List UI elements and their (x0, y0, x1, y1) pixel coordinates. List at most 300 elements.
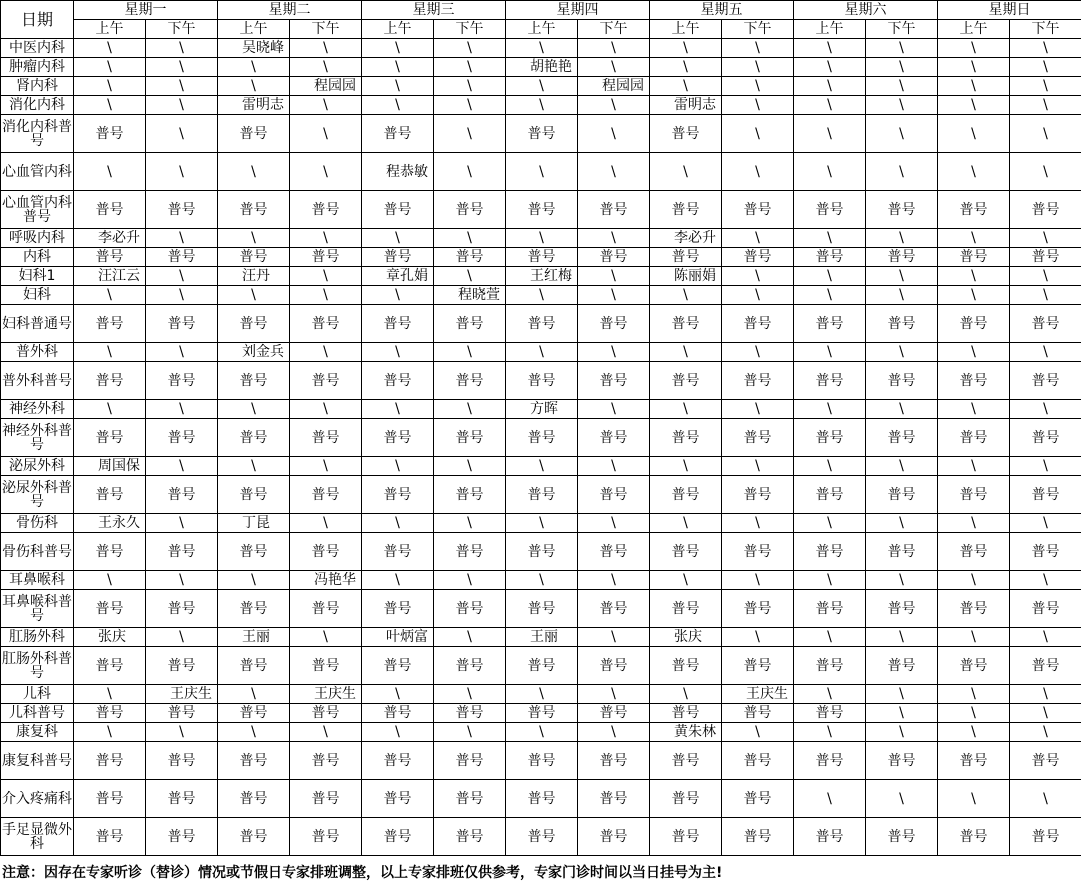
schedule-cell: \ (146, 723, 218, 742)
schedule-cell: \ (722, 58, 794, 77)
schedule-cell: \ (794, 571, 866, 590)
schedule-cell: \ (866, 286, 938, 305)
department-name: 手足显微外科 (1, 818, 74, 856)
schedule-cell: \ (938, 39, 1010, 58)
schedule-cell: 李必升 (650, 229, 722, 248)
schedule-cell: 普号 (506, 780, 578, 818)
table-row (1, 96, 1081, 115)
schedule-cell: \ (362, 58, 434, 77)
schedule-cell: 普号 (722, 647, 794, 685)
schedule-cell: \ (1010, 685, 1081, 704)
schedule-cell: 普号 (650, 248, 722, 267)
schedule-cell: 普号 (722, 191, 794, 229)
schedule-cell: \ (650, 571, 722, 590)
schedule-cell: 王丽 (218, 628, 290, 647)
schedule-cell: \ (146, 115, 218, 153)
schedule-cell: \ (362, 571, 434, 590)
schedule-cell: 普号 (650, 742, 722, 780)
schedule-cell: \ (146, 153, 218, 191)
schedule-cell: \ (722, 723, 794, 742)
schedule-cell: \ (434, 39, 506, 58)
schedule-cell: \ (794, 77, 866, 96)
schedule-cell: \ (218, 286, 290, 305)
day-header-tue: 星期二 (218, 1, 362, 20)
department-name: 泌尿外科普号 (1, 476, 74, 514)
schedule-cell: \ (506, 96, 578, 115)
table-row (1, 400, 1081, 419)
schedule-cell: 普号 (650, 419, 722, 457)
schedule-cell: \ (74, 58, 146, 77)
schedule-cell: \ (218, 58, 290, 77)
schedule-cell: \ (362, 514, 434, 533)
schedule-cell: 普号 (506, 115, 578, 153)
schedule-cell: \ (362, 77, 434, 96)
schedule-cell: \ (722, 514, 794, 533)
schedule-cell: \ (1010, 400, 1081, 419)
schedule-cell: 普号 (434, 590, 506, 628)
schedule-cell: \ (434, 153, 506, 191)
schedule-cell: 普号 (938, 419, 1010, 457)
schedule-cell: 普号 (74, 476, 146, 514)
schedule-cell: \ (578, 343, 650, 362)
schedule-cell: 普号 (1010, 476, 1081, 514)
schedule-cell: 普号 (938, 647, 1010, 685)
schedule-cell: \ (146, 571, 218, 590)
schedule-cell: \ (290, 58, 362, 77)
schedule-cell: \ (794, 229, 866, 248)
schedule-cell: 普号 (74, 818, 146, 856)
schedule-cell: 普号 (434, 818, 506, 856)
schedule-cell: 普号 (650, 476, 722, 514)
schedule-cell: \ (362, 96, 434, 115)
schedule-note: 注意：因存在专家听诊（替诊）情况或节假日专家排班调整，以上专家排班仅供参考，专家门诊时间以当日挂号为主! (2, 865, 723, 881)
schedule-cell: \ (506, 39, 578, 58)
schedule-cell: \ (290, 39, 362, 58)
date-column-header: 日期 (1, 1, 74, 39)
schedule-cell: \ (1010, 229, 1081, 248)
schedule-cell: 普号 (362, 704, 434, 723)
schedule-cell: \ (578, 115, 650, 153)
table-row (1, 191, 1081, 229)
table-row (1, 343, 1081, 362)
schedule-cell: \ (794, 457, 866, 476)
department-name: 中医内科 (1, 39, 74, 58)
schedule-cell: \ (74, 400, 146, 419)
department-name: 康复科普号 (1, 742, 74, 780)
schedule-cell: \ (650, 77, 722, 96)
schedule-cell: \ (938, 153, 1010, 191)
schedule-cell: \ (938, 571, 1010, 590)
schedule-cell: 普号 (290, 742, 362, 780)
schedule-cell: \ (578, 685, 650, 704)
schedule-cell: 普号 (722, 590, 794, 628)
schedule-cell: \ (362, 229, 434, 248)
schedule-cell: \ (866, 267, 938, 286)
schedule-cell: \ (794, 115, 866, 153)
schedule-cell: \ (938, 514, 1010, 533)
department-name: 康复科 (1, 723, 74, 742)
schedule-cell: 普号 (578, 191, 650, 229)
schedule-cell: \ (506, 286, 578, 305)
schedule-cell: \ (434, 229, 506, 248)
department-name: 妇科1 (1, 267, 74, 286)
schedule-cell: 普号 (866, 362, 938, 400)
schedule-cell: 程恭敏 (362, 153, 434, 191)
department-name: 骨伤科普号 (1, 533, 74, 571)
table-row (1, 267, 1081, 286)
schedule-cell: \ (218, 723, 290, 742)
schedule-cell: \ (218, 571, 290, 590)
department-name: 妇科 (1, 286, 74, 305)
schedule-cell: \ (506, 343, 578, 362)
schedule-cell: \ (578, 39, 650, 58)
schedule-cell: \ (578, 628, 650, 647)
schedule-cell: 普号 (1010, 742, 1081, 780)
schedule-cell: \ (650, 286, 722, 305)
schedule-cell: 普号 (74, 704, 146, 723)
schedule-cell: \ (794, 267, 866, 286)
day-header-sun: 星期日 (938, 1, 1081, 20)
schedule-cell: \ (146, 514, 218, 533)
schedule-cell: \ (794, 723, 866, 742)
schedule-cell: 普号 (434, 476, 506, 514)
schedule-cell: \ (578, 96, 650, 115)
schedule-cell: 普号 (650, 533, 722, 571)
schedule-cell: \ (722, 229, 794, 248)
pm-header: 下午 (866, 20, 938, 39)
schedule-cell: 普号 (362, 362, 434, 400)
schedule-cell: 普号 (794, 704, 866, 723)
schedule-cell: \ (722, 153, 794, 191)
department-name: 消化内科普号 (1, 115, 74, 153)
schedule-cell: \ (290, 628, 362, 647)
pm-header: 下午 (578, 20, 650, 39)
schedule-cell: 普号 (794, 476, 866, 514)
schedule-cell: 普号 (434, 647, 506, 685)
schedule-cell: 普号 (218, 818, 290, 856)
schedule-cell: \ (1010, 115, 1081, 153)
schedule-cell: 普号 (578, 476, 650, 514)
table-row (1, 457, 1081, 476)
schedule-cell: 普号 (146, 248, 218, 267)
schedule-cell: 王庆生 (290, 685, 362, 704)
schedule-cell: 普号 (74, 305, 146, 343)
schedule-cell: 普号 (290, 305, 362, 343)
schedule-cell: 普号 (290, 533, 362, 571)
schedule-cell: 王庆生 (722, 685, 794, 704)
schedule-cell: 普号 (434, 419, 506, 457)
table-row (1, 704, 1081, 723)
schedule-cell: 普号 (866, 647, 938, 685)
am-header: 上午 (74, 20, 146, 39)
schedule-cell: \ (1010, 58, 1081, 77)
schedule-cell: \ (866, 115, 938, 153)
department-name: 泌尿外科 (1, 457, 74, 476)
schedule-cell: 普号 (578, 704, 650, 723)
schedule-cell: \ (506, 723, 578, 742)
schedule-cell: \ (434, 77, 506, 96)
pm-header: 下午 (1010, 20, 1081, 39)
department-name: 肛肠外科 (1, 628, 74, 647)
schedule-cell: 普号 (362, 533, 434, 571)
schedule-cell: \ (938, 286, 1010, 305)
schedule-cell: \ (722, 628, 794, 647)
schedule-cell: 普号 (866, 742, 938, 780)
schedule-cell: \ (866, 457, 938, 476)
schedule-cell: \ (938, 58, 1010, 77)
schedule-cell: 普号 (578, 248, 650, 267)
schedule-cell: 普号 (506, 818, 578, 856)
schedule-cell: \ (1010, 39, 1081, 58)
department-name: 肾内科 (1, 77, 74, 96)
schedule-cell: \ (794, 628, 866, 647)
schedule-cell: 普号 (146, 818, 218, 856)
schedule-cell: 普号 (722, 419, 794, 457)
schedule-cell: 普号 (146, 704, 218, 723)
schedule-cell: 普号 (938, 533, 1010, 571)
schedule-cell: \ (866, 39, 938, 58)
schedule-cell: 普号 (290, 191, 362, 229)
department-name: 骨伤科 (1, 514, 74, 533)
schedule-cell: \ (794, 96, 866, 115)
schedule-cell: \ (362, 286, 434, 305)
schedule-cell: 普号 (506, 305, 578, 343)
schedule-cell: \ (218, 685, 290, 704)
schedule-cell: \ (1010, 514, 1081, 533)
schedule-cell: \ (434, 58, 506, 77)
department-name: 内科 (1, 248, 74, 267)
schedule-cell: 普号 (578, 533, 650, 571)
schedule-cell: 普号 (722, 704, 794, 723)
schedule-cell: 普号 (362, 419, 434, 457)
schedule-cell: \ (938, 400, 1010, 419)
schedule-cell: \ (506, 457, 578, 476)
schedule-cell: 普号 (218, 305, 290, 343)
schedule-cell: 普号 (362, 305, 434, 343)
schedule-cell: 普号 (434, 362, 506, 400)
schedule-cell: \ (290, 514, 362, 533)
schedule-cell: \ (1010, 457, 1081, 476)
pm-header: 下午 (722, 20, 794, 39)
department-name: 消化内科 (1, 96, 74, 115)
schedule-cell: 普号 (74, 533, 146, 571)
schedule-cell: \ (434, 571, 506, 590)
schedule-cell: \ (146, 457, 218, 476)
schedule-cell: 普号 (218, 647, 290, 685)
schedule-cell: \ (434, 514, 506, 533)
schedule-cell: \ (434, 628, 506, 647)
schedule-cell: 普号 (434, 191, 506, 229)
schedule-cell: \ (650, 39, 722, 58)
schedule-cell: \ (794, 39, 866, 58)
schedule-cell: 普号 (74, 780, 146, 818)
schedule-cell: \ (866, 400, 938, 419)
schedule-cell: 普号 (146, 590, 218, 628)
schedule-cell: \ (74, 571, 146, 590)
schedule-cell: \ (938, 723, 1010, 742)
schedule-cell: \ (578, 286, 650, 305)
schedule-cell: \ (434, 457, 506, 476)
schedule-cell: \ (1010, 780, 1081, 818)
schedule-cell: \ (506, 77, 578, 96)
schedule-cell: \ (290, 400, 362, 419)
schedule-cell: \ (938, 457, 1010, 476)
day-header-wed: 星期三 (362, 1, 506, 20)
schedule-cell: 普号 (434, 305, 506, 343)
schedule-cell: \ (866, 96, 938, 115)
schedule-cell: 普号 (1010, 305, 1081, 343)
schedule-cell: 普号 (506, 476, 578, 514)
schedule-cell: 普号 (578, 647, 650, 685)
schedule-cell: 普号 (866, 476, 938, 514)
schedule-cell: \ (74, 685, 146, 704)
schedule-cell: 普号 (794, 419, 866, 457)
schedule-cell: 普号 (866, 191, 938, 229)
schedule-cell: \ (794, 153, 866, 191)
schedule-cell: 普号 (506, 419, 578, 457)
schedule-cell: 普号 (722, 780, 794, 818)
schedule-cell: \ (650, 400, 722, 419)
department-name: 呼吸内科 (1, 229, 74, 248)
schedule-cell: \ (794, 286, 866, 305)
department-name: 肿瘤内科 (1, 58, 74, 77)
table-row (1, 590, 1081, 628)
am-header: 上午 (794, 20, 866, 39)
schedule-cell: \ (506, 514, 578, 533)
schedule-cell: 王庆生 (146, 685, 218, 704)
schedule-cell: 普号 (218, 704, 290, 723)
schedule-cell: \ (938, 685, 1010, 704)
schedule-cell: 普号 (218, 533, 290, 571)
department-name: 介入疼痛科 (1, 780, 74, 818)
schedule-cell: \ (434, 115, 506, 153)
schedule-cell: 普号 (650, 780, 722, 818)
department-name: 心血管内科 (1, 153, 74, 191)
schedule-cell: 普号 (506, 362, 578, 400)
table-row (1, 647, 1081, 685)
schedule-cell: \ (506, 153, 578, 191)
schedule-cell: 普号 (1010, 533, 1081, 571)
schedule-cell: \ (938, 704, 1010, 723)
schedule-cell: \ (290, 267, 362, 286)
schedule-cell: \ (650, 153, 722, 191)
schedule-cell: 程园园 (578, 77, 650, 96)
table-row (1, 476, 1081, 514)
table-row (1, 533, 1081, 571)
table-row (1, 419, 1081, 457)
schedule-cell: 张庆 (74, 628, 146, 647)
schedule-cell: 普号 (866, 419, 938, 457)
schedule-cell: 胡艳艳 (506, 58, 578, 77)
schedule-cell: 普号 (146, 476, 218, 514)
day-header-fri: 星期五 (650, 1, 794, 20)
schedule-cell: 普号 (1010, 191, 1081, 229)
table-row (1, 286, 1081, 305)
schedule-cell: 普号 (794, 742, 866, 780)
schedule-cell: 普号 (794, 248, 866, 267)
schedule-cell: 普号 (290, 818, 362, 856)
schedule-cell: \ (74, 77, 146, 96)
schedule-cell: 普号 (938, 248, 1010, 267)
schedule-cell: \ (578, 723, 650, 742)
schedule-cell: 普号 (146, 647, 218, 685)
table-row (1, 571, 1081, 590)
schedule-cell: 普号 (866, 533, 938, 571)
schedule-cell: 雷明志 (218, 96, 290, 115)
schedule-cell: \ (146, 39, 218, 58)
day-header-sat: 星期六 (794, 1, 938, 20)
schedule-cell: \ (650, 58, 722, 77)
schedule-cell: \ (146, 58, 218, 77)
schedule-cell: 王丽 (506, 628, 578, 647)
schedule-body (1, 39, 1081, 856)
schedule-cell: \ (146, 267, 218, 286)
schedule-cell: \ (938, 96, 1010, 115)
schedule-cell: \ (74, 39, 146, 58)
schedule-cell: \ (1010, 286, 1081, 305)
schedule-cell: \ (794, 780, 866, 818)
schedule-cell: \ (578, 514, 650, 533)
schedule-cell: \ (218, 153, 290, 191)
schedule-cell: 普号 (74, 647, 146, 685)
table-row (1, 153, 1081, 191)
schedule-cell: 程园园 (290, 77, 362, 96)
schedule-cell: \ (722, 571, 794, 590)
schedule-cell: 普号 (722, 476, 794, 514)
schedule-cell: 普号 (218, 115, 290, 153)
half-day-header-row (1, 20, 1081, 39)
schedule-cell: 普号 (290, 780, 362, 818)
day-header-thu: 星期四 (506, 1, 650, 20)
schedule-cell: 普号 (434, 704, 506, 723)
schedule-cell: 普号 (146, 419, 218, 457)
schedule-cell: \ (506, 229, 578, 248)
schedule-cell: \ (1010, 153, 1081, 191)
schedule-cell: 普号 (290, 590, 362, 628)
schedule-cell: \ (866, 58, 938, 77)
table-row (1, 305, 1081, 343)
schedule-cell: \ (74, 343, 146, 362)
department-name: 肛肠外科普号 (1, 647, 74, 685)
schedule-cell: 普号 (578, 818, 650, 856)
schedule-cell: 普号 (578, 419, 650, 457)
schedule-cell: 普号 (362, 742, 434, 780)
schedule-cell: 普号 (650, 704, 722, 723)
schedule-cell: 普号 (434, 742, 506, 780)
schedule-cell: 普号 (650, 191, 722, 229)
schedule-cell: 普号 (794, 647, 866, 685)
schedule-cell: \ (362, 39, 434, 58)
schedule-cell: 普号 (866, 305, 938, 343)
schedule-cell: 普号 (506, 590, 578, 628)
am-header: 上午 (218, 20, 290, 39)
schedule-cell: \ (938, 628, 1010, 647)
schedule-cell: 冯艳华 (290, 571, 362, 590)
schedule-cell: \ (866, 628, 938, 647)
department-name: 耳鼻喉科 (1, 571, 74, 590)
table-row (1, 628, 1081, 647)
table-row (1, 58, 1081, 77)
schedule-cell: \ (866, 704, 938, 723)
department-name: 儿科 (1, 685, 74, 704)
schedule-cell: \ (290, 153, 362, 191)
am-header: 上午 (506, 20, 578, 39)
schedule-cell: 普号 (506, 191, 578, 229)
schedule-cell: \ (722, 96, 794, 115)
schedule-cell: 普号 (506, 647, 578, 685)
schedule-cell: 普号 (794, 191, 866, 229)
schedule-cell: 普号 (290, 704, 362, 723)
